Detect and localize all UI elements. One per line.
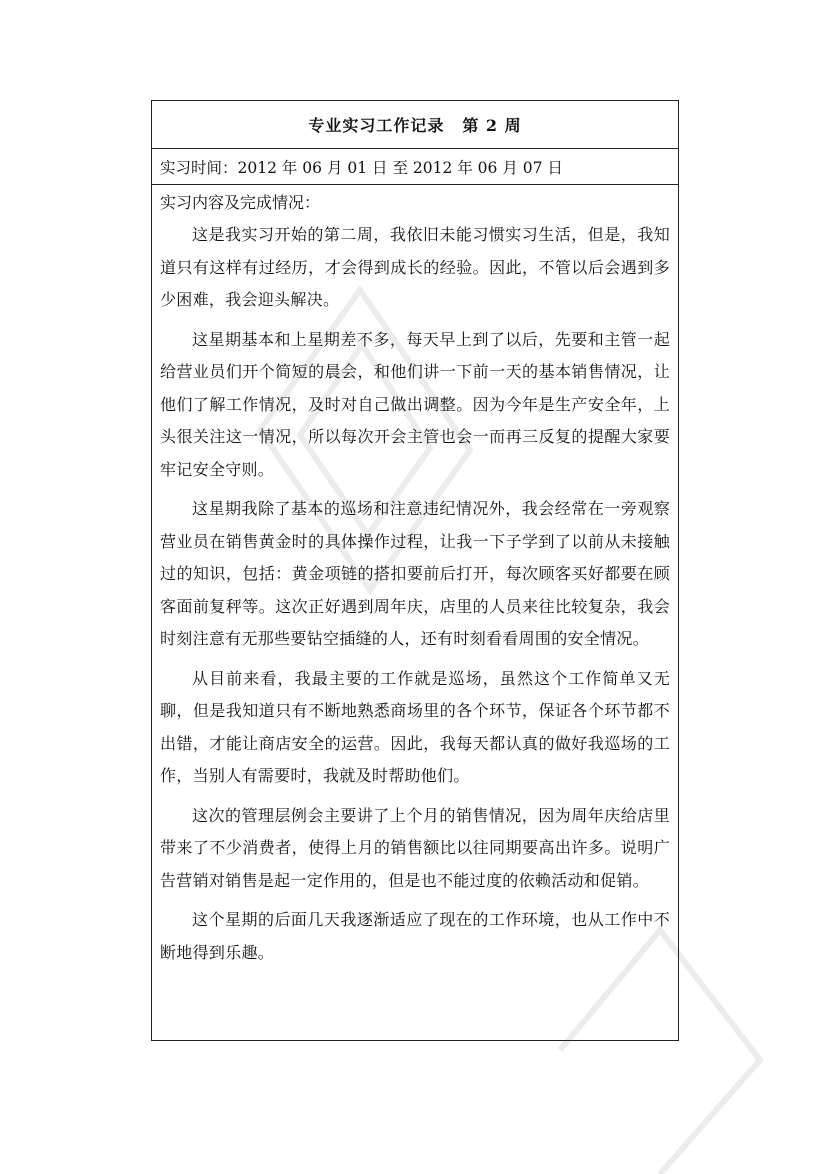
table-title-row: [152, 101, 678, 149]
content-paragraph: 这次的管理层例会主要讲了上个月的销售情况，因为周年庆给店里带来了不少消费者，使得上月的销售额比以往同期要高出许多。说明广告营销对销售是起一定作用的，但是也不能过度的依赖活动和促销。: [160, 805, 670, 890]
record-title: 专业实习工作记录: [308, 116, 445, 135]
record-week: 第 2 周: [462, 116, 522, 135]
content-paragraph: 这个星期的后面几天我逐渐适应了现在的工作环境，也从工作中不断地得到乐趣。: [160, 910, 670, 962]
content-paragraph: 这是我实习开始的第二周，我依旧未能习惯实习生活，但是，我知道只有这样有过经历，才会得到成长的经验。因此，不管以后会遇到多少困难，我会迎头解决。: [160, 225, 670, 309]
internship-content-cell: [152, 185, 678, 969]
content-heading: 实习内容及完成情况：: [160, 193, 321, 212]
content-paragraph: 这星期我除了基本的巡场和注意违纪情况外，我会经常在一旁观察营业员在销售黄金时的具体操作过程，让我一下子学到了以前从未接触过的知识，包括：黄金项链的搭扣要前后打开，每次顾客买好都要在顾客面前复秤等。这次正好遇到周年庆，店里的人员来往比较复杂，我会时刻注意有无那些要钻空插缝的人，还有时刻看看周围的安全情况。: [160, 499, 670, 648]
internship-time: 实习时间：2012 年 06 月 01 日 至 2012 年 06 月 07 日: [160, 158, 563, 177]
work-record-table: [151, 100, 679, 1041]
internship-time-row: [152, 149, 678, 185]
content-paragraph: 这星期基本和上星期差不多，每天早上到了以后，先要和主管一起给营业员们开个简短的晨会，和他们讲一下前一天的基本销售情况，让他们了解工作情况，及时对自己做出调整。因为今年是生产安全年，上头很关注这一情况，所以每次开会主管也会一而再三反复的提醒大家要牢记安全守则。: [160, 329, 670, 479]
content-paragraph: 从目前来看，我最主要的工作就是巡场，虽然这个工作简单又无聊，但是我知道只有不断地熟悉商场里的各个环节，保证各个环节都不出错，才能让商店安全的运营。因此，我每天都认真的做好我巡场的工作，当别人有需要时，我就及时帮助他们。: [160, 668, 670, 785]
